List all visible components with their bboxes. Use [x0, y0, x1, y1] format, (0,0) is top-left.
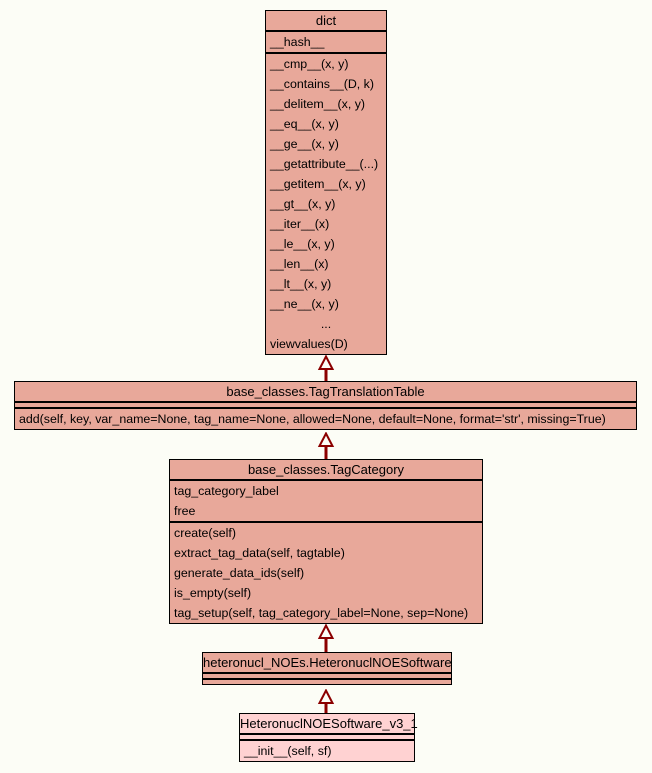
- method-row: __ne__(x, y): [270, 297, 339, 311]
- method-row: ...: [320, 317, 332, 331]
- class-methods: [170, 521, 482, 623]
- method-row: __ge__(x, y): [270, 137, 339, 151]
- inheritance-arrow-icon: [316, 624, 336, 652]
- class-title: [240, 714, 418, 733]
- inheritance-arrow-icon: [316, 355, 336, 381]
- method-row: __gt__(x, y): [270, 197, 336, 211]
- inheritance-arrow-icon: [316, 689, 336, 713]
- method-row: viewvalues(D): [270, 337, 348, 351]
- method-row: __lt__(x, y): [270, 277, 332, 291]
- inheritance-arrow-icon: [316, 432, 336, 459]
- class-node-tag-translation-table[interactable]: [14, 381, 637, 430]
- class-title-label: base_classes.TagTranslationTable: [226, 384, 425, 399]
- class-title: [203, 653, 451, 672]
- class-methods: [266, 52, 386, 354]
- method-row: __getattribute__(...): [270, 157, 379, 171]
- method-row: extract_tag_data(self, tagtable): [174, 546, 345, 560]
- method-row: create(self): [174, 526, 236, 540]
- method-row: __le__(x, y): [270, 237, 335, 251]
- method-row: __getitem__(x, y): [270, 177, 366, 191]
- class-methods: [15, 407, 636, 429]
- class-title: [170, 460, 482, 479]
- method-row: generate_data_ids(self): [174, 566, 305, 580]
- attribute-row: tag_category_label: [174, 484, 279, 498]
- class-node-dict[interactable]: [265, 10, 387, 355]
- class-title-label: base_classes.TagCategory: [247, 462, 405, 477]
- class-methods: [203, 678, 451, 684]
- method-row: tag_setup(self, tag_category_label=None, sep=None): [174, 606, 469, 620]
- method-row: __iter__(x): [270, 217, 330, 231]
- method-row: __delitem__(x, y): [270, 97, 366, 111]
- class-node-tag-category[interactable]: [169, 459, 483, 624]
- class-title: [15, 382, 636, 401]
- method-row: is_empty(self): [174, 586, 252, 600]
- method-row: __contains__(D, k): [270, 77, 374, 91]
- class-node-heteronucl-noe-software-v3-1[interactable]: [239, 713, 418, 762]
- method-row: add(self, key, var_name=None, tag_name=None, allowed=None, default=None, format='str', missing=True): [19, 412, 606, 426]
- attribute-row: free: [174, 504, 196, 518]
- method-row: __init__(self, sf): [244, 744, 332, 758]
- attribute-row: __hash__: [270, 35, 325, 49]
- method-row: __cmp__(x, y): [270, 57, 349, 71]
- class-title-label: heteronucl_NOEs.HeteronuclNOESoftware: [203, 655, 452, 670]
- class-node-heteronucl-noe-software[interactable]: [202, 652, 452, 685]
- class-title: [266, 11, 386, 30]
- class-title-label: dict: [315, 13, 337, 28]
- class-methods: [240, 739, 414, 761]
- class-title-label: HeteronuclNOESoftware_v3_1: [240, 716, 418, 731]
- class-attributes: [266, 30, 386, 52]
- method-row: __eq__(x, y): [270, 117, 339, 131]
- method-row: __len__(x): [270, 257, 329, 271]
- class-attributes: [170, 479, 482, 521]
